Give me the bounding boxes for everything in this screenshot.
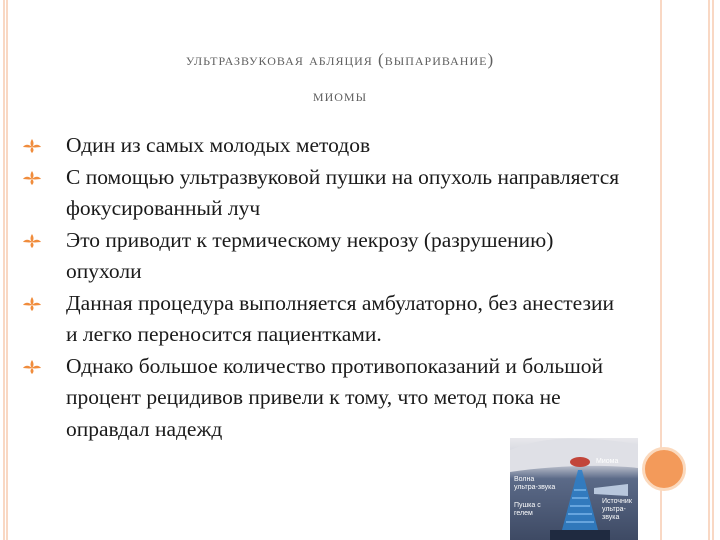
diagram-label-wave: Волна ультра-звука — [514, 476, 556, 491]
fleur-de-lis-icon — [22, 170, 42, 186]
bullet-item — [22, 130, 622, 162]
fleur-de-lis-icon — [22, 138, 42, 154]
diagram-label-gun: Пушка с гелем — [514, 502, 541, 517]
diagram-label-myoma: Миома — [596, 458, 619, 465]
fleur-de-lis-icon — [22, 296, 42, 312]
slide-title-line2: миомы — [312, 86, 368, 105]
bullet-item — [22, 225, 622, 288]
bullet-text: С помощью ультразвуковой пушки на опухоль направляется фокусированный луч — [66, 164, 620, 220]
fleur-de-lis-icon — [22, 233, 42, 249]
bullet-list — [22, 130, 622, 445]
ultrasound-diagram — [510, 438, 638, 540]
bullet-text: Однако большое количество противопоказаний и большой процент рецидивов привели к тому, что метод пока не оправдал надежд — [66, 353, 604, 441]
bullet-text: Это приводит к термическому некрозу (разрушению) опухоли — [66, 227, 554, 283]
fleur-de-lis-icon — [22, 359, 42, 375]
bullet-item — [22, 288, 622, 351]
bullet-item — [22, 162, 622, 225]
bullet-text: Один из самых молодых методов — [66, 133, 371, 157]
bullet-item — [22, 351, 622, 446]
bullet-text: Данная процедура выполняется амбулаторно, без анестезии и легко переносится пациентками. — [66, 290, 614, 346]
decorative-circle — [642, 447, 686, 491]
diagram-label-source: Источник ультра-звука — [602, 498, 632, 521]
slide-title — [40, 42, 640, 114]
slide-title-line1: ультразвуковая абляция (выпаривание) — [185, 50, 495, 69]
